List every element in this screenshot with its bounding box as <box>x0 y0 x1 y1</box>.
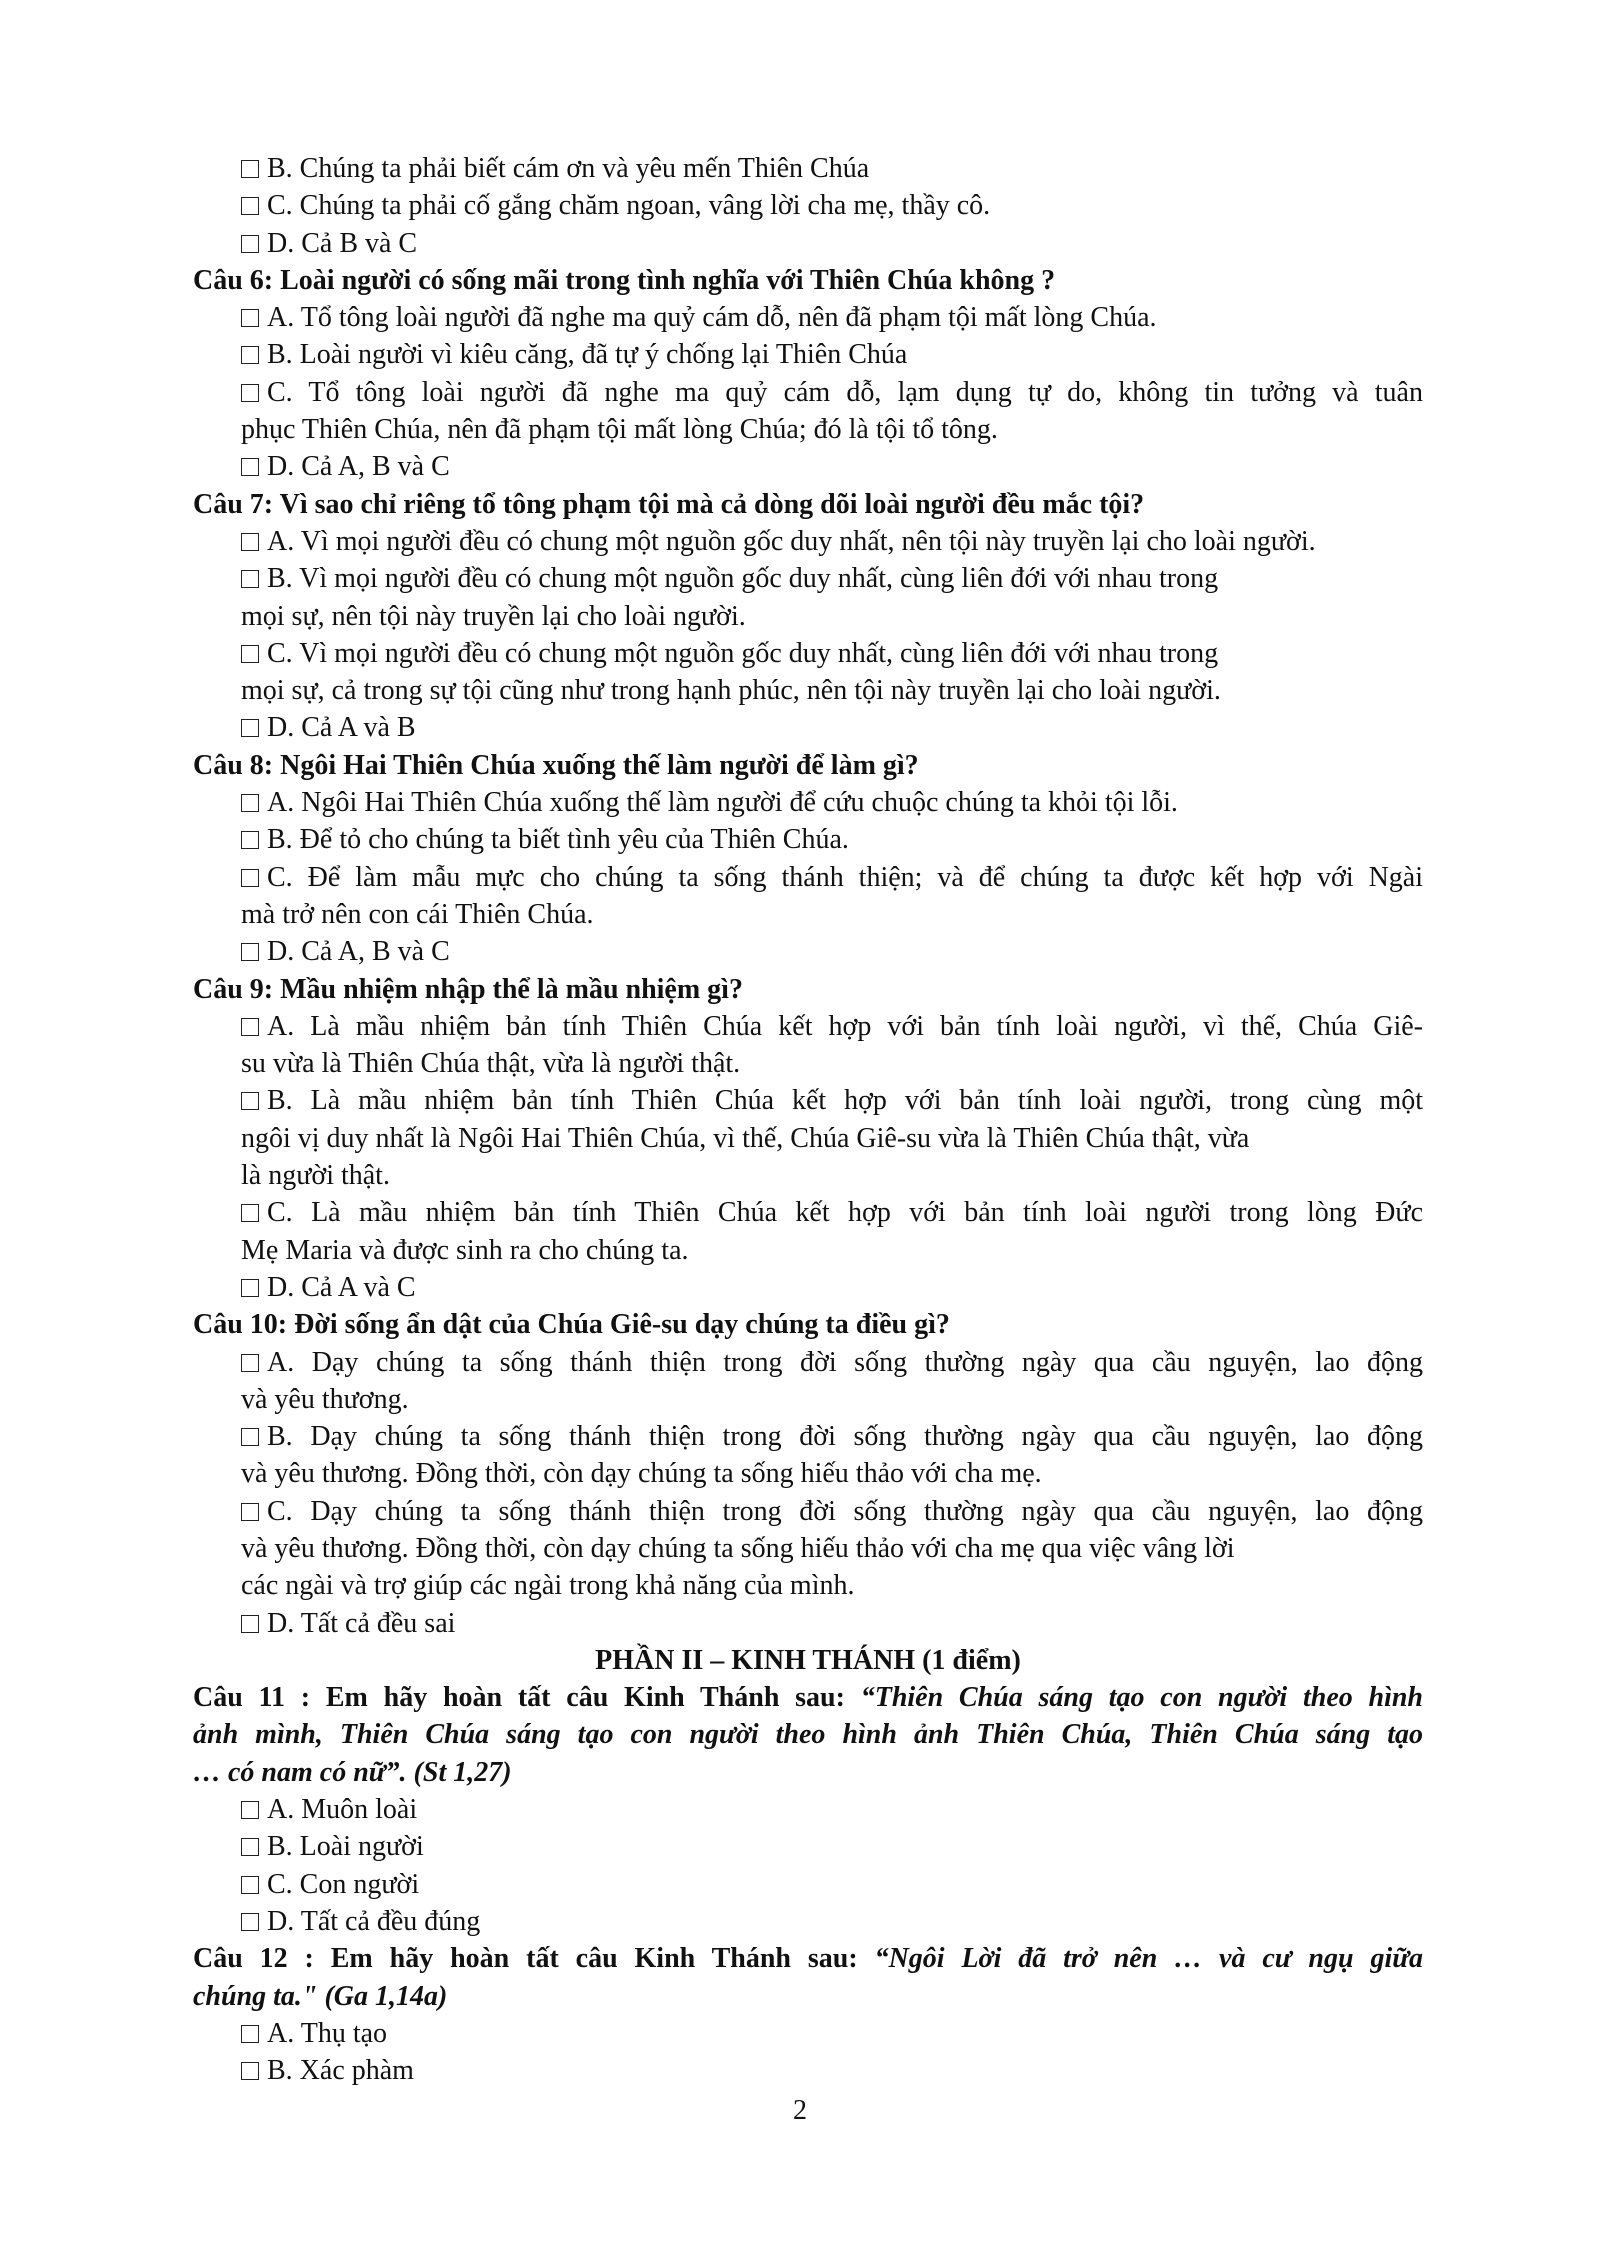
answer-option-text: A. Tổ tông loài người đã nghe ma quỷ cám dỗ, nên đã phạm tội mất lòng Chúa. <box>267 302 1157 334</box>
answer-option <box>193 1791 1423 1828</box>
checkbox-icon[interactable] <box>241 458 259 476</box>
answer-option-text: B. Loài người vì kiêu căng, đã tự ý chống lại Thiên Chúa <box>267 339 908 371</box>
answer-option-continuation: và yêu thương. Đồng thời, còn dạy chúng ta sống hiếu thảo với cha mẹ. <box>241 1458 1042 1490</box>
answer-option <box>193 523 1423 560</box>
scripture-quote: ảnh mình, Thiên Chúa sáng tạo con người theo hình ảnh Thiên Chúa, Thiên Chúa sáng tạo <box>193 1719 1423 1751</box>
answer-option <box>193 784 1423 821</box>
answer-option-text: B. Để tỏ cho chúng ta biết tình yêu của Thiên Chúa. <box>267 824 849 856</box>
checkbox-icon[interactable] <box>241 1801 259 1819</box>
answer-option-text: A. Là mầu nhiệm bản tính Thiên Chúa kết hợp với bản tính loài người, vì thế, Chúa Giê- <box>267 1010 1423 1042</box>
checkbox-icon[interactable] <box>241 2062 259 2080</box>
answer-option <box>193 1082 1423 1119</box>
answer-option-text: B. Là mầu nhiệm bản tính Thiên Chúa kết hợp với bản tính loài người, trong cùng một <box>267 1085 1423 1117</box>
answer-option-text: C. Để làm mẫu mực cho chúng ta sống thánh thiện; và để chúng ta được kết hợp với Ngài <box>267 861 1423 893</box>
section-heading: PHẦN II – KINH THÁNH (1 điểm) <box>595 1644 1021 1676</box>
question-title: Câu 7: Vì sao chỉ riêng tổ tông phạm tội mà cả dòng dõi loài người đều mắc tội? <box>193 488 1145 520</box>
question-title <box>193 1679 1423 1716</box>
answer-option <box>193 1903 1423 1940</box>
answer-option-text: B. Dạy chúng ta sống thánh thiện trong đời sống thường ngày qua cầu nguyện, lao động <box>267 1421 1423 1453</box>
answer-option <box>193 374 1423 411</box>
answer-option <box>193 821 1423 858</box>
checkbox-icon[interactable] <box>241 533 259 551</box>
answer-option <box>193 1493 1423 1530</box>
question-prefix: Câu 11 : Em hãy hoàn tất câu Kinh Thánh sau: <box>193 1682 861 1714</box>
checkbox-icon[interactable] <box>241 160 259 178</box>
checkbox-icon[interactable] <box>241 2025 259 2043</box>
answer-option <box>193 299 1423 336</box>
answer-option-continuation: và yêu thương. Đồng thời, còn dạy chúng ta sống hiếu thảo với cha mẹ qua việc vâng lời <box>241 1532 1235 1564</box>
answer-option-continuation: các ngài và trợ giúp các ngài trong khả năng của mình. <box>241 1570 855 1602</box>
checkbox-icon[interactable] <box>241 1092 259 1110</box>
checkbox-icon[interactable] <box>241 943 259 961</box>
checkbox-icon[interactable] <box>241 384 259 402</box>
question-title <box>193 1754 1423 1791</box>
question-title: Câu 9: Mầu nhiệm nhập thể là mầu nhiệm gì? <box>193 973 743 1005</box>
answer-option-text: D. Cả A, B và C <box>267 451 450 483</box>
answer-option-text: D. Cả B và C <box>267 227 418 259</box>
answer-option-continuation: ngôi vị duy nhất là Ngôi Hai Thiên Chúa, vì thế, Chúa Giê-su vừa là Thiên Chúa thật, vừa <box>241 1122 1250 1154</box>
answer-option <box>193 560 1423 597</box>
question-title: Câu 8: Ngôi Hai Thiên Chúa xuống thế làm người để làm gì? <box>193 749 919 781</box>
answer-option-continuation: Mẹ Maria và được sinh ra cho chúng ta. <box>241 1234 689 1266</box>
answer-option-continuation: phục Thiên Chúa, nên đã phạm tội mất lòng Chúa; đó là tội tổ tông. <box>241 414 998 446</box>
question-title <box>193 1716 1423 1753</box>
checkbox-icon[interactable] <box>241 1428 259 1446</box>
question-prefix: Câu 12 : Em hãy hoàn tất câu Kinh Thánh sau: <box>193 1943 875 1975</box>
answer-option-text: C. Vì mọi người đều có chung một nguồn gốc duy nhất, cùng liên đới với nhau trong <box>267 637 1219 669</box>
answer-option-text: C. Dạy chúng ta sống thánh thiện trong đời sống thường ngày qua cầu nguyện, lao động <box>267 1495 1423 1527</box>
answer-option-text: C. Tổ tông loài người đã nghe ma quỷ cám dỗ, lạm dụng tự do, không tin tưởng và tuân <box>267 376 1423 408</box>
answer-option-continuation: mọi sự, cả trong sự tội cũng như trong hạnh phúc, nên tội này truyền lại cho loài người. <box>241 675 1221 707</box>
answer-option <box>193 1828 1423 1865</box>
answer-option-text: B. Vì mọi người đều có chung một nguồn gốc duy nhất, cùng liên đới với nhau trong <box>267 563 1219 595</box>
checkbox-icon[interactable] <box>241 1838 259 1856</box>
answer-option <box>193 1418 1423 1455</box>
question-title <box>193 1978 1423 2015</box>
scripture-quote: chúng ta." (Ga 1,14a) <box>193 1980 448 2012</box>
answer-option <box>193 1605 1423 1642</box>
checkbox-icon[interactable] <box>241 1204 259 1222</box>
answer-option <box>193 150 1423 187</box>
answer-option <box>193 1344 1423 1381</box>
answer-option-text: C. Là mầu nhiệm bản tính Thiên Chúa kết hợp với bản tính loài người trong lòng Đức <box>267 1197 1423 1229</box>
page-number: 2 <box>793 2095 807 2126</box>
answer-option <box>193 448 1423 485</box>
checkbox-icon[interactable] <box>241 1615 259 1633</box>
answer-option <box>193 1269 1423 1306</box>
answer-option-text: A. Muôn loài <box>267 1794 418 1826</box>
answer-option-continuation: su vừa là Thiên Chúa thật, vừa là người thật. <box>241 1048 741 1080</box>
answer-option-text: C. Con người <box>267 1868 420 1900</box>
checkbox-icon[interactable] <box>241 346 259 364</box>
answer-option <box>193 1194 1423 1231</box>
answer-option <box>193 2052 1423 2089</box>
scripture-quote: “Ngôi Lời đã trở nên … và cư ngụ giữa <box>874 1943 1423 1975</box>
checkbox-icon[interactable] <box>241 794 259 812</box>
question-title: Câu 6: Loài người có sống mãi trong tình nghĩa với Thiên Chúa không ? <box>193 264 1056 296</box>
checkbox-icon[interactable] <box>241 1354 259 1372</box>
checkbox-icon[interactable] <box>241 831 259 849</box>
answer-option-text: A. Dạy chúng ta sống thánh thiện trong đời sống thường ngày qua cầu nguyện, lao động <box>267 1346 1423 1378</box>
answer-option-text: B. Chúng ta phải biết cám ơn và yêu mến Thiên Chúa <box>267 153 870 184</box>
answer-option <box>193 635 1423 672</box>
question-title <box>193 1940 1423 1977</box>
checkbox-icon[interactable] <box>241 1279 259 1297</box>
answer-option-text: D. Tất cả đều sai <box>267 1607 456 1639</box>
answer-option-text: A. Thụ tạo <box>267 2017 388 2049</box>
answer-option <box>193 2015 1423 2052</box>
answer-option-continuation: mọi sự, nên tội này truyền lại cho loài người. <box>241 600 746 632</box>
answer-option <box>193 1866 1423 1903</box>
checkbox-icon[interactable] <box>241 645 259 663</box>
answer-option-text: D. Cả A và B <box>267 712 416 744</box>
scripture-quote: “Thiên Chúa sáng tạo con người theo hình <box>860 1682 1424 1714</box>
answer-option <box>193 933 1423 970</box>
answer-option-text: A. Ngôi Hai Thiên Chúa xuống thế làm người để cứu chuộc chúng ta khỏi tội lỗi. <box>267 787 1178 819</box>
answer-option-continuation: mà trở nên con cái Thiên Chúa. <box>241 898 594 930</box>
checkbox-icon[interactable] <box>241 309 259 327</box>
answer-option <box>193 1008 1423 1045</box>
answer-option-text: B. Loài người <box>267 1831 424 1863</box>
answer-option-continuation: là người thật. <box>241 1160 390 1192</box>
checkbox-icon[interactable] <box>241 719 259 737</box>
checkbox-icon[interactable] <box>241 1503 259 1521</box>
answer-option <box>193 225 1423 262</box>
checkbox-icon[interactable] <box>241 1913 259 1931</box>
answer-option-continuation: và yêu thương. <box>241 1383 409 1415</box>
answer-option-text: D. Cả A, B và C <box>267 936 450 968</box>
checkbox-icon[interactable] <box>241 869 259 887</box>
document-page <box>193 150 1423 2089</box>
checkbox-icon[interactable] <box>241 1018 259 1036</box>
answer-option <box>193 336 1423 373</box>
checkbox-icon[interactable] <box>241 197 259 215</box>
answer-option <box>193 859 1423 896</box>
checkbox-icon[interactable] <box>241 1876 259 1894</box>
answer-option-text: D. Tất cả đều đúng <box>267 1905 481 1937</box>
scripture-quote: … có nam có nữ”. (St 1,27) <box>193 1756 512 1788</box>
answer-option-text: C. Chúng ta phải cố gắng chăm ngoan, vâng lời cha mẹ, thầy cô. <box>267 190 991 222</box>
answer-option-text: D. Cả A và C <box>267 1271 416 1303</box>
answer-option-text: A. Vì mọi người đều có chung một nguồn gốc duy nhất, nên tội này truyền lại cho loài người. <box>267 525 1316 557</box>
checkbox-icon[interactable] <box>241 235 259 253</box>
answer-option <box>193 187 1423 224</box>
checkbox-icon[interactable] <box>241 570 259 588</box>
answer-option-text: B. Xác phàm <box>267 2055 414 2087</box>
answer-option <box>193 709 1423 746</box>
question-title: Câu 10: Đời sống ẩn dật của Chúa Giê-su dạy chúng ta điều gì? <box>193 1309 950 1341</box>
